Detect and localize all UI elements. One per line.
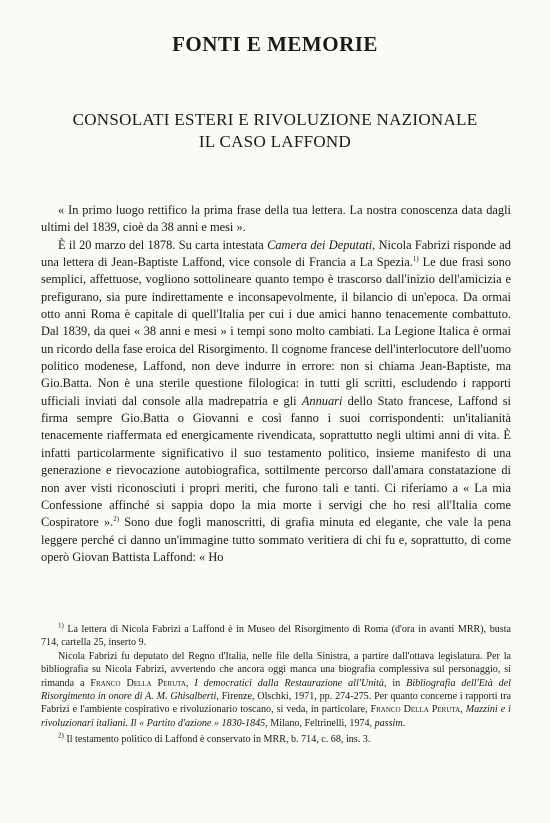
footnote-text: La lettera di Nicola Fabrizi a Laffond è in Museo del Risorgimento di Roma (d'ora in avanti MRR), busta 714, cartella 25, inserto 9. — [41, 624, 511, 649]
author-name: Franco Della Peruta — [370, 704, 461, 716]
footnotes — [41, 623, 511, 747]
footnote-text: , — [460, 704, 466, 716]
body-text-segment: È il 20 marzo del 1878. Su carta intestata — [58, 237, 268, 252]
citation-title: Bibliografia dell'Età del Risorgimento in onore di A. M. Ghisalberti — [41, 677, 511, 703]
citation-passim: passim — [374, 717, 403, 729]
footnote-text: Il testamento politico di Laffond è conservato in MRR, b. 714, c. 68, ins. 3. — [63, 734, 371, 746]
footnote-1-continued — [41, 650, 511, 730]
footnote-2 — [41, 733, 511, 746]
author-name: Franco Della Peruta — [90, 677, 186, 689]
body-text-segment: , Nicola Fabrizi risponde ad una lettera di Jean-Baptiste Laffond, vice console di Francia a La Spezia. — [41, 237, 512, 270]
article-title — [40, 109, 510, 153]
footnote-text: Nicola Fabrizi fu deputato del Regno d'Italia, nelle file della Sinistra, a partire dall'ottava legislatura. Per la bibliografia su Nicola Fabrizi, avvertendo che ancora oggi manca una biografia complessiva sul personaggio, si rimanda a — [41, 650, 511, 689]
body-paragraph-2 — [41, 237, 511, 567]
body-italic-camera: Camera dei Deputati — [267, 237, 373, 252]
footnote-text: , — [185, 677, 195, 689]
footnote-ref-1: 1) — [412, 254, 419, 263]
article-title-line-1: CONSOLATI ESTERI E RIVOLUZIONE NAZIONALE — [72, 110, 478, 129]
footnote-text: , Milano, Feltrinelli, 1974, — [265, 717, 375, 729]
body-text-segment: dello Stato francese, Laffond si firma sempre Gio.Batta o Giovanni e così fanno i suoi corrispondenti: un'italianità tenacemente riaffermata ed energicamente rivendicata, soprattutto negli ultimi anni di vita. È infatti particolarmente significativo il suo testamento politico, insieme manifesto di una generazione e rievocazione autobiografica, sottilmente percorso dall'amara constatazione di non aver visti riconosciuti i propri meriti, che furono tali e tanti. Ci riferiamo a « La mia Confessione affinché si sappia dopo la mia morte i servigi che ho resi all'Italia come Cospiratore ». — [41, 393, 511, 530]
footnote-1 — [41, 623, 511, 650]
body-paragraph-1: « In primo luogo rettifico la prima frase della tua lettera. La nostra conoscenza data dagli ultimi del 1839, cioè da 38 anni e mesi ». — [41, 203, 511, 235]
footnote-text: . — [402, 717, 406, 729]
article-body — [41, 202, 511, 566]
footnote-mark-2: 2) — [58, 731, 64, 740]
footnote-mark-1: 1) — [58, 621, 64, 630]
body-italic-annuari: Annuari — [301, 393, 343, 408]
citation-title: I democratici dalla Restaurazione all'Unità — [194, 677, 384, 689]
section-title: FONTI E MEMORIE — [172, 32, 378, 56]
article-title-line-2: IL CASO LAFFOND — [198, 132, 352, 151]
body-text-segment: Le due frasi sono semplici, affettuose, vogliono sottolineare quanto tempo è trascorso dall'inizio dell'amicizia e prefigurano, sia pure indirettamente e inconsapevolmente, il bilancio di un'epoca. Da ormai otto anni Roma è capitale di quell'Italia per cui i due amici hanno tenacemente combattuto. Dal 1839, da quei « 38 anni e mesi » i tempi sono molto cambiati. La Legione Italica è ormai un ricordo della fase eroica del Risorgimento. Il cognome francese dell'interlocutore dell'uomo politico modenese, Laffond, non deve indurre in errore: non si chiama Jean-Baptiste, ma Gio.Batta. Non è una sterile questione filologica: in tutti gli scritti, escludendo i rapporti ufficiali inviati dal console alla madrepatria e gli — [41, 255, 511, 408]
footnote-ref-2: 2) — [113, 515, 120, 524]
body-text-segment: Sono due fogli manoscritti, di grafia minuta ed elegante, che vale la pena leggere perché ci danno un'immagine tutto sommato veritiera di chi fu e, soprattutto, di come operò Giovan Battista Laffond: « Ho — [41, 515, 511, 564]
footnote-text: , Firenze, Olschki, 1971, pp. 274-275. Per quanto concerne i rapporti tra Fabrizi e l'ambiente cospirativo e rivoluzionario toscano, si veda, in particolare, — [41, 691, 511, 716]
citation-title: Mazzini e i rivoluzionari italiani. Il « Partito d'azione » 1830-1845 — [41, 704, 511, 729]
footnote-text: , in — [383, 677, 407, 689]
